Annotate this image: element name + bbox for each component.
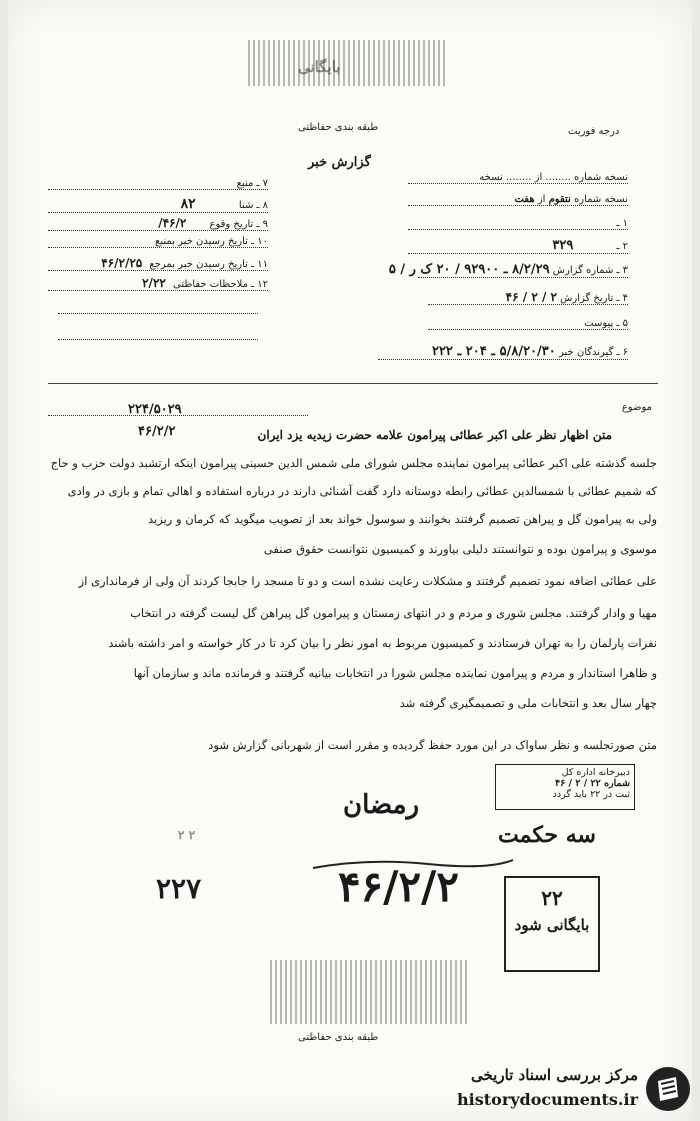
handwritten-date: ۴۶/۲/۲: [338, 862, 459, 911]
subject-label: موضوع: [621, 402, 652, 413]
blank-line: [58, 338, 258, 340]
left-field: ۹ ـ تاریخ وقوع ۴۶/۲/: [48, 216, 268, 231]
left-field: ۸ ـ شنا ۸۲: [48, 196, 268, 213]
body-line: که شمیم عطائی با شمسالدین عطائی رابطه دوستانه دارد گفت آشنائی دارند در درباره استفاده و اهالی تمام و بازی در وادی: [67, 484, 657, 498]
handwritten-number: ۲۲۷: [156, 872, 202, 905]
right-field: ۱ ـ: [408, 218, 628, 230]
center-name: مرکز بررسی اسناد تاریخی: [470, 1066, 638, 1084]
left-field: ۱۲ ـ ملاحظات حفاظتی ۲/۲۲: [48, 276, 268, 291]
right-field: ۶ ـ گیرندگان خبر ۵/۸/۲۰/۳۰ ـ ۲۰۴ ـ ۲۲۲: [378, 344, 628, 360]
handwritten-ramazan: رمضان: [343, 790, 420, 820]
document-page: [8, 0, 692, 1121]
archive-stamp: [504, 876, 600, 972]
body-line: مهیا و وادار گرفتند. مجلس شوری و مردم و در انتهای زمستان و پیرامون گل پیراهن گل لیست گرفته در انتخاب: [130, 606, 657, 620]
footer-classification: طبقه بندی حفاظتی: [298, 1032, 379, 1043]
site-url: historydocuments.ir: [457, 1090, 638, 1109]
classification-label: طبقه بندی حفاظتی: [298, 122, 379, 133]
ref-line: [48, 414, 308, 416]
registration-stamp: [495, 764, 635, 810]
right-field: ۳ ـ شماره گزارش ۸/۲/۲۹ ـ ۹۲۹۰۰ / ۲۰ ک ر / ۵: [388, 262, 628, 277]
body-line: ولی به پیرامون گل و پیراهن تصمیم گرفتند بخوانند و سوسول خواند بعد از تصویب میگوید که کرمان و ریزید: [148, 512, 657, 526]
body-line: جلسه گذشته علی اکبر عطائی پیرامون نماینده مجلس شورای ملی شمس الدین حسینی پیرامون اینکه ارتشبد دولت حزب و حاج: [50, 456, 657, 470]
stamp-line: شماره ۲۲ / ۲ / ۴۶: [555, 778, 630, 789]
archive-text: بایگانی شود: [514, 916, 590, 934]
top-stamp-smudge: [248, 40, 448, 86]
body-line: موسوی و پیرامون بوده و نتوانستند دلیلی بیاورند و کمیسیون نتوانست حقوق صنفی: [263, 542, 657, 556]
archive-logo-icon: [646, 1067, 690, 1111]
body-line: چهار سال بعد و انتخابات ملی و تصمیمگیری گرفته شد: [399, 696, 657, 710]
stamp-line: دبیرخانه اداره کل: [561, 767, 630, 778]
blank-line: [58, 312, 258, 314]
right-field: ۴ ـ تاریخ گزارش ۲ / ۲ / ۴۶: [428, 290, 628, 305]
top-classification: بایگانی: [298, 58, 341, 76]
header-divider: [48, 383, 658, 384]
left-field: ۱۰ ـ تاریخ رسیدن خبر بمنبع: [48, 236, 268, 248]
watermark: [430, 1062, 690, 1116]
right-field: نسخه شماره نتقوم از هفت: [408, 194, 628, 206]
left-field: ۱۱ ـ تاریخ رسیدن خبر بمرجع ۴۶/۲/۲۵: [48, 256, 268, 271]
left-field: ۷ ـ منبع: [48, 178, 268, 190]
right-field: ۵ ـ پیوست: [428, 318, 628, 330]
archive-number: ۲۲: [541, 886, 563, 910]
ref-number: ۲۲۴/۵۰۲۹: [128, 402, 182, 417]
report-title: گزارش خبر: [308, 155, 371, 170]
priority-label: درجه فوریت: [568, 126, 620, 137]
margin-mark: ۲ ۲: [178, 828, 196, 842]
body-line: نفرات پارلمان را به تهران فرستادند و کمیسیون مربوط به امور نظر را بیان کرد تا در کار خواسته و امر داشته باشند: [108, 636, 657, 650]
right-field: ۲ ـ ۳۲۹: [408, 238, 628, 254]
subject-text: متن اظهار نظر علی اکبر عطائی پیرامون علامه حضرت زیدیه یزد ایران: [257, 428, 612, 442]
ref-date: ۴۶/۲/۲: [138, 424, 176, 439]
body-line: علی عطائی اضافه نمود تصمیم گرفتند و مشکلات رعایت نشده است و دو تا مسجد را جابجا کردند آن ولی از فرمانداری از: [78, 574, 657, 588]
handwritten-signature: سه حکمت: [498, 822, 596, 848]
closing-line: متن صورتجلسه و نظر ساواک در این مورد حفظ گردیده و مقرر است از شهربانی گزارش شود: [208, 738, 657, 752]
stamp-line: ثبت در ۲۲ باید گردد: [552, 789, 630, 800]
body-line: و ظاهرا استاندار و مردم و پیرامون نماینده مجلس شورا در انتخابات بیانیه گرفتند و فرمانده ماند و سازمان آنها: [133, 666, 657, 680]
bottom-stamp-smudge: [270, 960, 470, 1024]
right-field: نسخه شماره ........ از ........ نسخه: [408, 172, 628, 184]
